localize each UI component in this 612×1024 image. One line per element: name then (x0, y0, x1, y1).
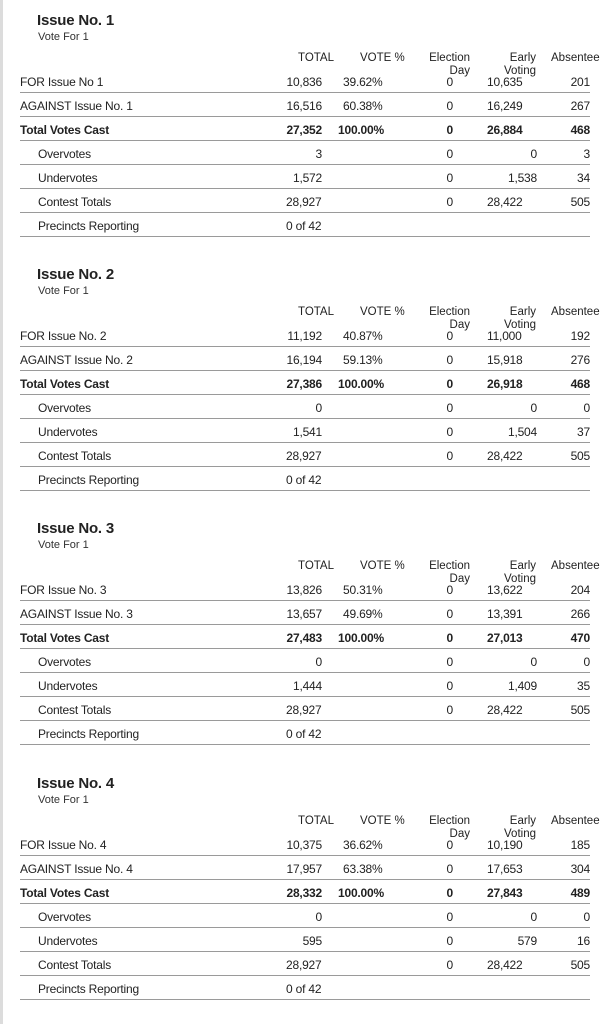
row-contest-totals (20, 443, 590, 467)
col-header-early-voting-line1: Early (509, 560, 536, 572)
cell-total: 1,541 (292, 425, 322, 439)
cell-early-voting: 16,249 (487, 99, 523, 113)
cell-absentee: 276 (570, 353, 590, 367)
row-label: FOR Issue No. 4 (20, 838, 107, 852)
row-label: Precincts Reporting (38, 727, 139, 741)
cell-election-day: 0 (446, 703, 453, 717)
col-header-early-voting-line2: Voting (504, 828, 536, 840)
cell-precincts-value: 0 of 42 (286, 727, 322, 741)
cell-total: 28,927 (286, 449, 322, 463)
row-overvotes (20, 904, 590, 928)
cell-total: 595 (302, 934, 322, 948)
cell-vote-pct: 59.13% (343, 353, 383, 367)
cell-absentee: 505 (570, 958, 590, 972)
row-undervotes (20, 928, 590, 952)
row-precincts-reporting (20, 721, 590, 745)
issue-title: Issue No. 2 (37, 266, 114, 283)
issue-title: Issue No. 4 (37, 775, 114, 792)
row-label: Total Votes Cast (20, 123, 110, 137)
col-header-absentee: Absentee (551, 306, 600, 318)
cell-early-voting: 17,653 (487, 862, 523, 876)
cell-election-day: 0 (446, 679, 453, 693)
row-label: Undervotes (38, 171, 98, 185)
cell-election-day: 0 (446, 147, 453, 161)
cell-vote-pct: 60.38% (343, 99, 383, 113)
col-header-election-day-line1: Election (429, 306, 470, 318)
col-header-absentee: Absentee (551, 815, 600, 827)
cell-absentee: 304 (570, 862, 590, 876)
cell-total: 28,927 (286, 958, 322, 972)
col-header-election-day-line1: Election (429, 52, 470, 64)
row-for (20, 832, 590, 856)
cell-absentee: 16 (577, 934, 590, 948)
row-label: Total Votes Cast (20, 631, 110, 645)
row-label: Precincts Reporting (38, 219, 139, 233)
row-undervotes (20, 673, 590, 697)
cell-early-voting: 0 (530, 401, 537, 415)
cell-precincts-value: 0 of 42 (286, 982, 322, 996)
cell-election-day: 0 (446, 607, 453, 621)
cell-election-day: 0 (446, 401, 453, 415)
cell-total: 1,444 (292, 679, 322, 693)
cell-early-voting: 13,622 (487, 583, 523, 597)
cell-total: 10,836 (286, 75, 322, 89)
cell-election-day: 0 (446, 123, 453, 137)
cell-early-voting: 0 (530, 147, 537, 161)
cell-total: 13,826 (286, 583, 322, 597)
cell-vote-pct: 39.62% (343, 75, 383, 89)
col-header-election-day-line1: Election (429, 815, 470, 827)
row-against (20, 856, 590, 880)
cell-early-voting: 10,190 (487, 838, 523, 852)
row-label: FOR Issue No 1 (20, 75, 104, 89)
cell-absentee: 468 (570, 123, 590, 137)
cell-election-day: 0 (446, 329, 453, 343)
col-header-election-day-line2: Day (449, 828, 470, 840)
row-label: Precincts Reporting (38, 473, 139, 487)
cell-absentee: 470 (570, 631, 590, 645)
row-label: Total Votes Cast (20, 377, 110, 391)
cell-total: 0 (315, 401, 322, 415)
row-label: Total Votes Cast (20, 886, 110, 900)
cell-early-voting: 26,918 (487, 377, 523, 391)
cell-total: 1,572 (292, 171, 322, 185)
cell-election-day: 0 (446, 838, 453, 852)
cell-total: 17,957 (286, 862, 322, 876)
row-undervotes (20, 419, 590, 443)
cell-total: 0 (315, 910, 322, 924)
row-for (20, 323, 590, 347)
cell-election-day: 0 (446, 99, 453, 113)
cell-absentee: 489 (570, 886, 590, 900)
col-header-absentee: Absentee (551, 560, 600, 572)
cell-election-day: 0 (446, 425, 453, 439)
cell-election-day: 0 (446, 353, 453, 367)
row-contest-totals (20, 189, 590, 213)
cell-election-day: 0 (446, 862, 453, 876)
cell-total: 16,194 (286, 353, 322, 367)
vote-for-label: Vote For 1 (38, 31, 89, 43)
row-label: Overvotes (38, 147, 91, 161)
cell-absentee: 0 (583, 655, 590, 669)
cell-election-day: 0 (446, 583, 453, 597)
cell-election-day: 0 (446, 910, 453, 924)
col-header-total: TOTAL (298, 560, 334, 572)
row-contest-totals (20, 697, 590, 721)
row-label: AGAINST Issue No. 4 (20, 862, 133, 876)
col-header-total: TOTAL (298, 52, 334, 64)
cell-absentee: 204 (570, 583, 590, 597)
cell-vote-pct: 36.62% (343, 838, 383, 852)
cell-absentee: 0 (583, 910, 590, 924)
cell-total: 3 (315, 147, 322, 161)
row-overvotes (20, 141, 590, 165)
row-label: Undervotes (38, 425, 98, 439)
cell-vote-pct: 100.00% (338, 377, 384, 391)
col-header-absentee: Absentee (551, 52, 600, 64)
row-label: Contest Totals (38, 703, 112, 717)
vote-for-label: Vote For 1 (38, 285, 89, 297)
cell-total: 16,516 (286, 99, 322, 113)
col-header-early-voting-line1: Early (509, 815, 536, 827)
cell-absentee: 266 (570, 607, 590, 621)
cell-early-voting: 27,013 (487, 631, 523, 645)
cell-early-voting: 1,538 (507, 171, 537, 185)
cell-total: 27,483 (286, 631, 322, 645)
row-label: Overvotes (38, 910, 91, 924)
cell-absentee: 505 (570, 449, 590, 463)
cell-election-day: 0 (446, 655, 453, 669)
cell-vote-pct: 49.69% (343, 607, 383, 621)
row-against (20, 601, 590, 625)
col-header-early-voting-line2: Voting (504, 65, 536, 77)
col-header-early-voting-line2: Voting (504, 319, 536, 331)
issue-title: Issue No. 3 (37, 520, 114, 537)
row-total-votes-cast (20, 117, 590, 141)
row-for (20, 577, 590, 601)
row-label: Contest Totals (38, 449, 112, 463)
row-label: FOR Issue No. 3 (20, 583, 107, 597)
col-header-vote-pct: VOTE % (360, 815, 405, 827)
cell-election-day: 0 (446, 886, 453, 900)
row-against (20, 347, 590, 371)
cell-absentee: 3 (583, 147, 590, 161)
row-undervotes (20, 165, 590, 189)
col-header-early-voting-line1: Early (509, 306, 536, 318)
row-label: Contest Totals (38, 195, 112, 209)
row-contest-totals (20, 952, 590, 976)
cell-early-voting: 26,884 (487, 123, 523, 137)
row-precincts-reporting (20, 467, 590, 491)
col-header-total: TOTAL (298, 306, 334, 318)
page-left-edge (0, 0, 3, 1024)
col-header-early-voting-line1: Early (509, 52, 536, 64)
vote-for-label: Vote For 1 (38, 539, 89, 551)
cell-early-voting: 579 (517, 934, 537, 948)
cell-early-voting: 11,000 (487, 329, 522, 343)
col-header-vote-pct: VOTE % (360, 560, 405, 572)
row-precincts-reporting (20, 213, 590, 237)
cell-vote-pct: 100.00% (338, 886, 384, 900)
col-header-election-day-line2: Day (449, 65, 470, 77)
row-label: Undervotes (38, 679, 98, 693)
row-label: Overvotes (38, 401, 91, 415)
cell-vote-pct: 100.00% (338, 123, 384, 137)
cell-early-voting: 1,504 (507, 425, 537, 439)
row-label: Undervotes (38, 934, 98, 948)
cell-precincts-value: 0 of 42 (286, 219, 322, 233)
cell-early-voting: 27,843 (487, 886, 523, 900)
cell-total: 28,332 (286, 886, 322, 900)
cell-election-day: 0 (446, 75, 453, 89)
cell-absentee: 34 (577, 171, 590, 185)
cell-early-voting: 28,422 (487, 195, 523, 209)
cell-total: 13,657 (286, 607, 322, 621)
cell-total: 27,386 (286, 377, 322, 391)
row-for (20, 69, 590, 93)
row-label: Precincts Reporting (38, 982, 139, 996)
col-header-election-day-line1: Election (429, 560, 470, 572)
col-header-election-day-line2: Day (449, 573, 470, 585)
cell-early-voting: 28,422 (487, 703, 523, 717)
cell-absentee: 505 (570, 703, 590, 717)
cell-vote-pct: 40.87% (343, 329, 383, 343)
cell-absentee: 201 (570, 75, 590, 89)
cell-early-voting: 1,409 (507, 679, 537, 693)
vote-for-label: Vote For 1 (38, 794, 89, 806)
row-label: AGAINST Issue No. 1 (20, 99, 133, 113)
row-label: Contest Totals (38, 958, 112, 972)
issue-title: Issue No. 1 (37, 12, 114, 29)
cell-election-day: 0 (446, 171, 453, 185)
cell-absentee: 505 (570, 195, 590, 209)
row-overvotes (20, 395, 590, 419)
cell-absentee: 37 (577, 425, 590, 439)
cell-vote-pct: 63.38% (343, 862, 383, 876)
cell-election-day: 0 (446, 958, 453, 972)
cell-early-voting: 13,391 (487, 607, 523, 621)
cell-absentee: 185 (570, 838, 590, 852)
cell-election-day: 0 (446, 377, 453, 391)
cell-early-voting: 15,918 (487, 353, 523, 367)
cell-total: 27,352 (286, 123, 322, 137)
col-header-election-day-line2: Day (449, 319, 470, 331)
cell-absentee: 468 (570, 377, 590, 391)
row-precincts-reporting (20, 976, 590, 1000)
cell-election-day: 0 (446, 934, 453, 948)
cell-early-voting: 28,422 (487, 958, 523, 972)
cell-early-voting: 10,635 (487, 75, 523, 89)
row-label: Overvotes (38, 655, 91, 669)
row-overvotes (20, 649, 590, 673)
cell-absentee: 267 (570, 99, 590, 113)
cell-total: 0 (315, 655, 322, 669)
cell-election-day: 0 (446, 449, 453, 463)
cell-early-voting: 0 (530, 910, 537, 924)
cell-vote-pct: 100.00% (338, 631, 384, 645)
row-label: AGAINST Issue No. 3 (20, 607, 133, 621)
cell-early-voting: 28,422 (487, 449, 523, 463)
col-header-vote-pct: VOTE % (360, 52, 405, 64)
cell-total: 10,375 (286, 838, 322, 852)
col-header-vote-pct: VOTE % (360, 306, 405, 318)
row-label: FOR Issue No. 2 (20, 329, 107, 343)
row-label: AGAINST Issue No. 2 (20, 353, 133, 367)
cell-election-day: 0 (446, 631, 453, 645)
cell-election-day: 0 (446, 195, 453, 209)
row-total-votes-cast (20, 625, 590, 649)
cell-precincts-value: 0 of 42 (286, 473, 322, 487)
cell-absentee: 35 (577, 679, 590, 693)
row-total-votes-cast (20, 371, 590, 395)
row-total-votes-cast (20, 880, 590, 904)
cell-total: 28,927 (286, 195, 322, 209)
row-against (20, 93, 590, 117)
cell-vote-pct: 50.31% (343, 583, 383, 597)
cell-absentee: 0 (583, 401, 590, 415)
cell-absentee: 192 (570, 329, 590, 343)
cell-total: 11,192 (287, 329, 322, 343)
col-header-total: TOTAL (298, 815, 334, 827)
cell-total: 28,927 (286, 703, 322, 717)
col-header-early-voting-line2: Voting (504, 573, 536, 585)
cell-early-voting: 0 (530, 655, 537, 669)
